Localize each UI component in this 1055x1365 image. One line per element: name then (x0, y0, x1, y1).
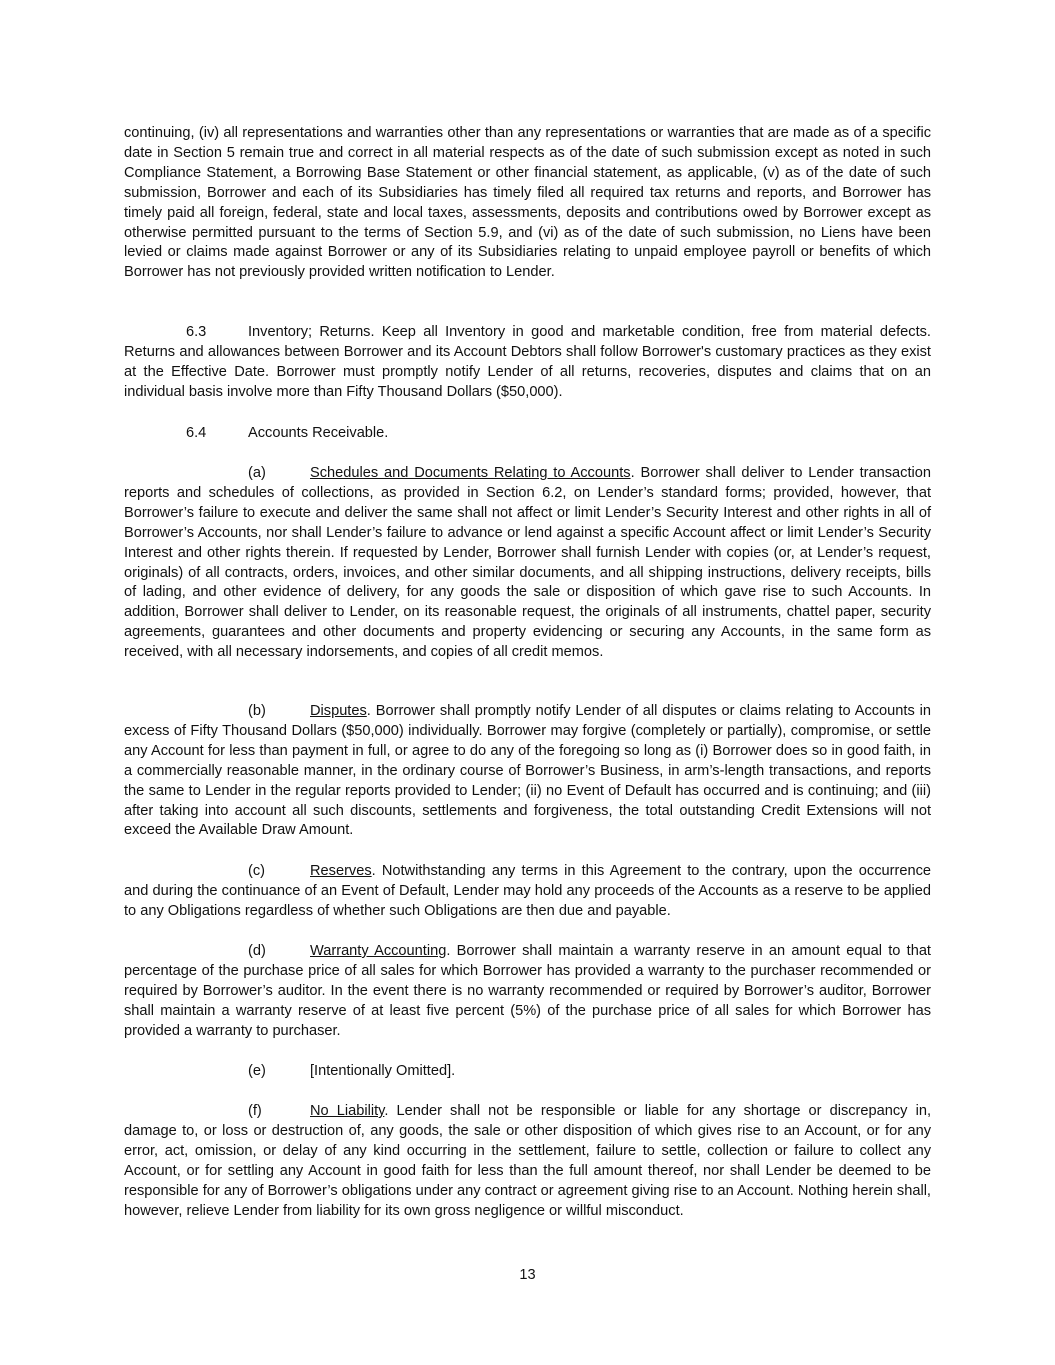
subsection-heading: Schedules and Documents Relating to Accounts (310, 465, 631, 481)
section-number: 6.4 (186, 425, 207, 441)
subsection-heading: Disputes (310, 703, 367, 719)
subsection-heading: No Liability (310, 1103, 385, 1119)
subsection-b (124, 702, 931, 841)
subsection-label: (e) (248, 1063, 266, 1079)
subsection-label: (c) (248, 863, 266, 879)
subsection-label: (d) (248, 943, 266, 959)
section-body: . Keep all Inventory in good and marketable condition, free from material defects. Returns and allowances between Borrower and its Account Debtors shall follow Borrower's customary practices as they exist at the Effective Date. Borrower must promptly notify Lender of all returns, recoveries, disputes and claims that on an individual basis involve more than Fifty Thousand Dollars ($50,000). (124, 324, 931, 400)
subsection-a (124, 464, 931, 663)
subsection-body: . Borrower shall maintain a warranty reserve in an amount equal to that percentage of the purchase price of all sales for which Borrower has provided a warranty to the purchaser recommended or required by Borrower’s auditor. In the event there is no warranty recommended or required by Borrower’s auditor, Borrower shall maintain a warranty reserve of at least five percent (5%) of the purchase price of all sales for which Borrower has provided a warranty to purchaser. (124, 943, 931, 1039)
subsection-label: (f) (248, 1103, 262, 1119)
subsection-f (124, 1102, 931, 1221)
subsection-body: . Borrower shall deliver to Lender transaction reports and schedules of collections, as provided in Section 6.2, on Lender’s standard forms; provided, however, that Borrower’s failure to execute and deliver the same shall not affect or limit Lender’s Security Interest and other rights in all of Borrower’s Accounts, nor shall Lender’s failure to advance or lend against a specific Account affect or limit Lender’s Security Interest and other rights therein. If requested by Lender, Borrower shall furnish Lender with copies (or, at Lender’s request, originals) of all contracts, orders, invoices, and other similar documents, and all shipping instructions, delivery receipts, bills of lading, and other evidence of delivery, for any goods the sale or disposition of which gave rise to such Accounts. In addition, Borrower shall deliver to Lender, on its reasonable request, the originals of all instruments, chattel paper, security agreements, guarantees and other documents and property evidencing or securing any Accounts, in the same form as received, with all necessary indorsements, and copies of all credit memos. (124, 465, 931, 661)
section-6-3 (124, 323, 931, 403)
section-heading: Inventory; Returns (248, 324, 371, 340)
section-heading: Accounts Receivable. (248, 425, 389, 441)
subsection-heading: Warranty Accounting (310, 943, 447, 959)
subsection-body: . Lender shall not be responsible or liable for any shortage or discrepancy in, damage to, or loss or destruction of, any goods, the sale or other disposition of which gives rise to an Account, or for any error, act, omission, or delay of any kind occurring in the settlement, failure to settle, collection or failure to collect any Account, or for settling any Account in good faith for less than the full amount thereof, nor shall Lender be deemed to be responsible for any of Borrower’s obligations under any contract or agreement giving rise to an Account. Nothing herein shall, however, relieve Lender from liability for its own gross negligence or willful misconduct. (124, 1103, 931, 1219)
subsection-label: (b) (248, 703, 266, 719)
subsection-body: . Borrower shall promptly notify Lender of all disputes or claims relating to Accounts in excess of Fifty Thousand Dollars ($50,000) individually. Borrower may forgive (completely or partially), compromise, or settle any Account for less than payment in full, or agree to do any of the foregoing so long as (i) Borrower does so in good faith, in a commercially reasonable manner, in the ordinary course of Borrower’s Business, in arm’s-length transactions, and reports the same to Lender in the regular reports provided to Lender; (ii) no Event of Default has occurred and is continuing; and (iii) after taking into account all such discounts, settlements and forgiveness, the total outstanding Credit Extensions will not exceed the Available Draw Amount. (124, 703, 931, 839)
subsection-c (124, 862, 931, 922)
subsection-body: . Notwithstanding any terms in this Agreement to the contrary, upon the occurrence and during the continuance of an Event of Default, Lender may hold any proceeds of the Accounts as a reserve to be applied to any Obligations regardless of whether such Obligations are then due and payable. (124, 863, 931, 919)
page-number: 13 (519, 1267, 536, 1283)
subsection-d (124, 942, 931, 1042)
subsection-label: (a) (248, 465, 266, 481)
paragraph-continuing: continuing, (iv) all representations and warranties other than any representations or warranties that are made as of a specific date in Section 5 remain true and correct in all material respects as of the date of such submission except as noted in such Compliance Statement, a Borrowing Base Statement or other financial statement, as applicable, (v) as of the date of such submission, Borrower and each of its Subsidiaries has timely filed all required tax returns and reports, and Borrower has timely paid all foreign, federal, state and local taxes, assessments, deposits and contributions owed by Borrower except as otherwise permitted pursuant to the terms of Section 5.9, and (vi) as of the date of such submission, no Liens have been levied or claims made against Borrower or any of its Subsidiaries relating to unpaid employee payroll or benefits of which Borrower has not previously provided written notification to Lender. (124, 125, 931, 281)
section-6-4 (124, 424, 931, 444)
subsection-e (124, 1062, 931, 1082)
subsection-text: [Intentionally Omitted]. (310, 1063, 456, 1079)
section-number: 6.3 (186, 324, 207, 340)
subsection-heading: Reserves (310, 863, 372, 879)
